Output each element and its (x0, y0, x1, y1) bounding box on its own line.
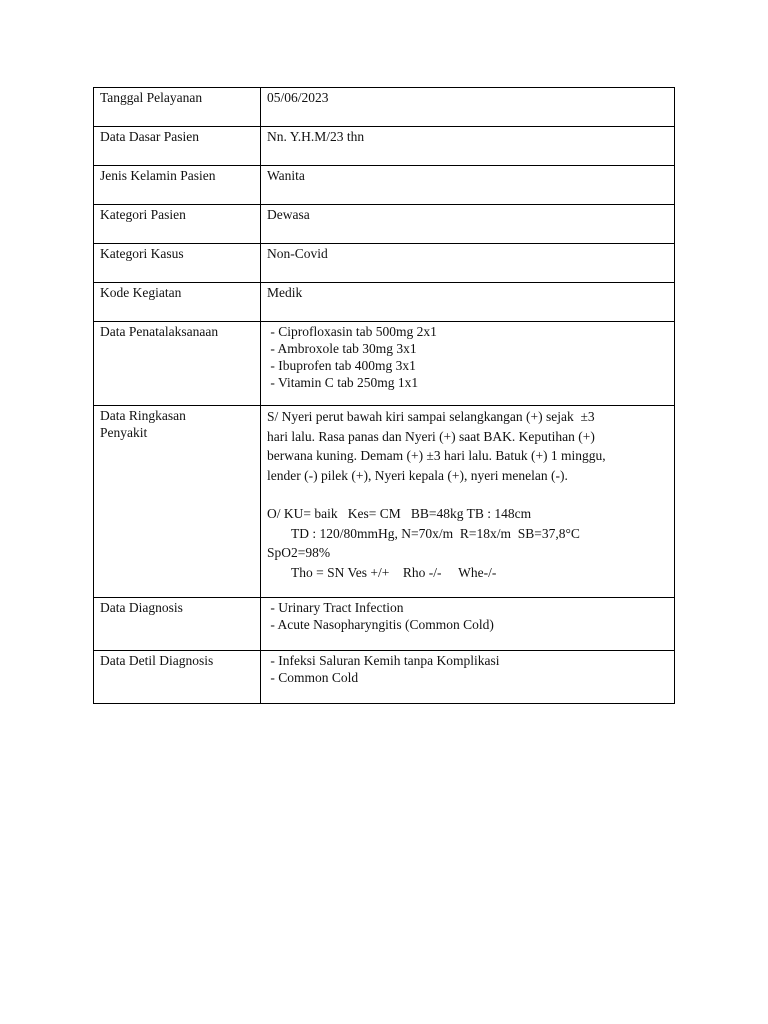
value-data-ringkasan-penyakit (261, 406, 675, 598)
label-jenis-kelamin: Jenis Kelamin Pasien (94, 166, 261, 205)
value-jenis-kelamin: Wanita (261, 166, 675, 205)
row-tanggal-pelayanan (94, 88, 675, 127)
diagnosis-item: - Acute Nasopharyngitis (Common Cold) (267, 617, 494, 632)
label-data-ringkasan-penyakit (94, 406, 261, 598)
label-ringkasan-line: Penyakit (100, 425, 148, 440)
treatment-item: - Ambroxole tab 30mg 3x1 (267, 341, 417, 356)
row-kategori-pasien (94, 205, 675, 244)
objective-line: O/ KU= baik Kes= CM BB=48kg TB : 148cm (267, 506, 532, 521)
diagnosis-detail-item: - Infeksi Saluran Kemih tanpa Komplikasi (267, 653, 500, 668)
row-data-detil-diagnosis (94, 651, 675, 704)
objective-line: SpO2=98% (267, 545, 331, 560)
row-jenis-kelamin (94, 166, 675, 205)
subjective-line: lender (-) pilek (+), Nyeri kepala (+), nyeri menelan (-). (267, 467, 568, 483)
row-data-diagnosis (94, 598, 675, 651)
value-data-detil-diagnosis (261, 651, 675, 704)
row-data-ringkasan-penyakit (94, 406, 675, 598)
row-kode-kegiatan (94, 283, 675, 322)
label-data-dasar-pasien: Data Dasar Pasien (94, 127, 261, 166)
label-ringkasan-line: Data Ringkasan (100, 408, 186, 423)
subjective-line: S/ Nyeri perut bawah kiri sampai selangkangan (+) sejak ±3 (267, 409, 595, 424)
value-data-diagnosis (261, 598, 675, 651)
diagnosis-detail-item: - Common Cold (267, 670, 359, 685)
value-tanggal-pelayanan: 05/06/2023 (261, 88, 675, 127)
value-kategori-pasien: Dewasa (261, 205, 675, 244)
objective-line: Tho = SN Ves +/+ Rho -/- Whe-/- (291, 564, 497, 580)
paragraph-gap (267, 485, 668, 504)
label-data-penatalaksanaan: Data Penatalaksanaan (94, 322, 261, 406)
label-tanggal-pelayanan: Tanggal Pelayanan (94, 88, 261, 127)
value-kode-kegiatan: Medik (261, 283, 675, 322)
value-kategori-kasus: Non-Covid (261, 244, 675, 283)
objective-line: TD : 120/80mmHg, N=70x/m R=18x/m SB=37,8°C (291, 525, 580, 541)
label-kategori-kasus: Kategori Kasus (94, 244, 261, 283)
label-kategori-pasien: Kategori Pasien (94, 205, 261, 244)
row-data-dasar-pasien (94, 127, 675, 166)
label-data-detil-diagnosis: Data Detil Diagnosis (94, 651, 261, 704)
row-data-penatalaksanaan (94, 322, 675, 406)
diagnosis-item: - Urinary Tract Infection (267, 600, 404, 615)
label-data-diagnosis: Data Diagnosis (94, 598, 261, 651)
label-kode-kegiatan: Kode Kegiatan (94, 283, 261, 322)
treatment-item: - Ibuprofen tab 400mg 3x1 (267, 358, 416, 373)
subjective-line: berwana kuning. Demam (+) ±3 hari lalu. Batuk (+) 1 minggu, (267, 448, 606, 463)
row-kategori-kasus (94, 244, 675, 283)
value-data-dasar-pasien: Nn. Y.H.M/23 thn (261, 127, 675, 166)
subjective-line: hari lalu. Rasa panas dan Nyeri (+) saat BAK. Keputihan (+) (267, 428, 595, 444)
treatment-item: - Vitamin C tab 250mg 1x1 (267, 375, 419, 390)
value-data-penatalaksanaan (261, 322, 675, 406)
patient-service-table (93, 87, 675, 704)
treatment-item: - Ciprofloxasin tab 500mg 2x1 (267, 324, 437, 339)
